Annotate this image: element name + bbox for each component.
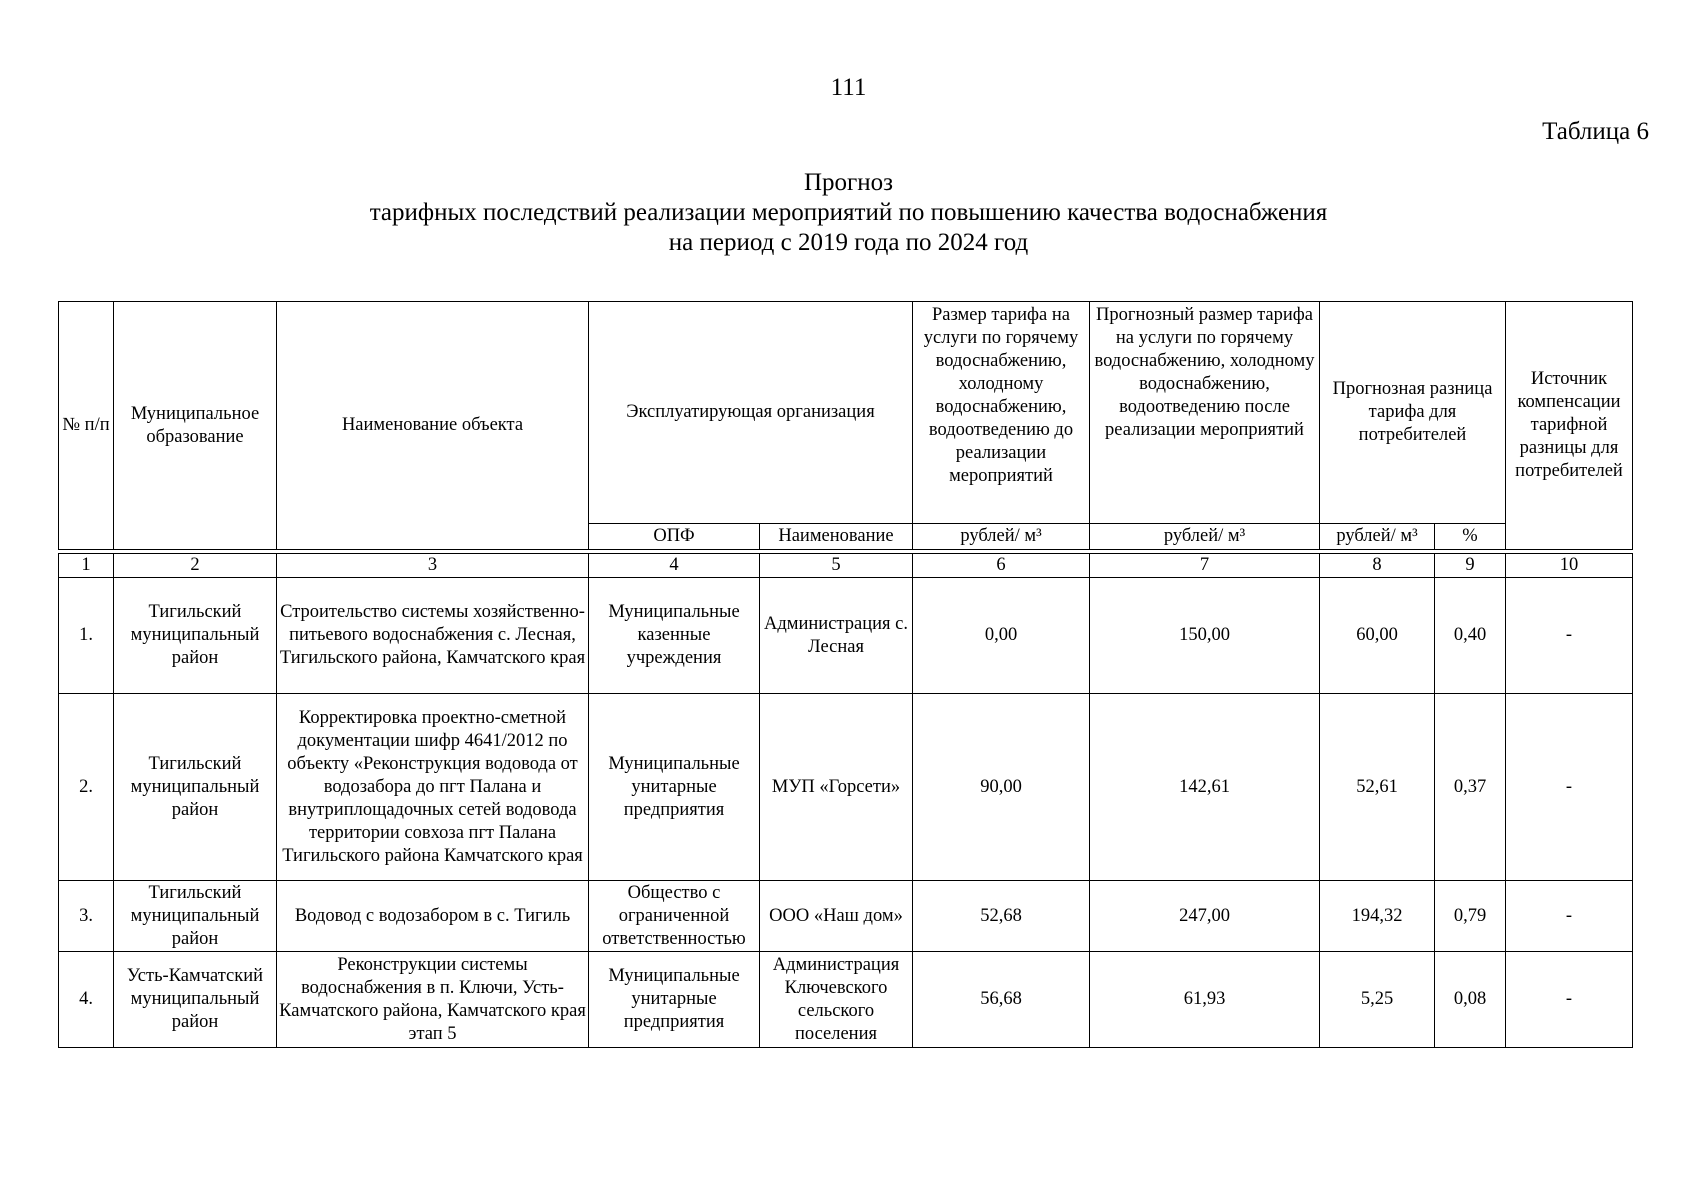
column-number: 4 bbox=[589, 554, 760, 578]
column-number: 10 bbox=[1506, 554, 1633, 578]
table-header bbox=[58, 301, 1633, 550]
cell-tariff-before: 90,00 bbox=[913, 694, 1090, 881]
cell-diff-rub: 194,32 bbox=[1320, 881, 1435, 952]
column-number: 8 bbox=[1320, 554, 1435, 578]
cell-org-name: Администрация с. Лесная bbox=[760, 578, 913, 694]
column-number: 2 bbox=[114, 554, 277, 578]
header-unit-7: рублей/ м³ bbox=[1090, 524, 1320, 550]
header-unit-8: рублей/ м³ bbox=[1320, 524, 1435, 550]
cell-number: 4. bbox=[59, 952, 114, 1048]
header-compensation-source: Источник компенсации тарифной разницы для потребителей bbox=[1506, 302, 1633, 550]
column-number: 6 bbox=[913, 554, 1090, 578]
cell-org-name: МУП «Горсети» bbox=[760, 694, 913, 881]
cell-municipality: Тигильский муниципальный район bbox=[114, 578, 277, 694]
cell-diff-pct: 0,40 bbox=[1435, 578, 1506, 694]
page-number: 111 bbox=[830, 74, 867, 101]
cell-org-name: ООО «Наш дом» bbox=[760, 881, 913, 952]
table-row bbox=[59, 881, 1633, 952]
cell-object: Корректировка проектно-сметной документации шифр 4641/2012 по объекту «Реконструкция водовода от водозабора до пгт Палана и внутриплощадочных сетей водовода территории совхоза пгт Палана Тигильского района Камчатского края bbox=[277, 694, 589, 881]
cell-object: Строительство системы хозяйственно-питьевого водоснабжения с. Лесная, Тигильского района, Камчатского края bbox=[277, 578, 589, 694]
column-number: 1 bbox=[59, 554, 114, 578]
cell-number: 2. bbox=[59, 694, 114, 881]
header-tariff-before: Размер тарифа на услуги по горячему водоснабжению, холодному водоснабжению, водоотведению до реализации мероприятий bbox=[913, 302, 1090, 524]
cell-opf: Муниципальные унитарные предприятия bbox=[589, 694, 760, 881]
header-tariff-difference: Прогнозная разница тарифа для потребителей bbox=[1320, 302, 1506, 524]
column-number: 9 bbox=[1435, 554, 1506, 578]
cell-diff-rub: 5,25 bbox=[1320, 952, 1435, 1048]
title-line-3: на период с 2019 года по 2024 год bbox=[668, 229, 1029, 256]
header-unit-9: % bbox=[1435, 524, 1506, 550]
title-line-2: тарифных последствий реализации мероприятий по повышению качества водоснабжения bbox=[369, 199, 1328, 226]
header-org-name: Наименование bbox=[760, 524, 913, 550]
cell-source: - bbox=[1506, 578, 1633, 694]
table-row bbox=[59, 694, 1633, 881]
cell-diff-pct: 0,08 bbox=[1435, 952, 1506, 1048]
cell-object: Реконструкции системы водоснабжения в п. Ключи, Усть-Камчатского района, Камчатского края этап 5 bbox=[277, 952, 589, 1048]
title-line-1: Прогноз bbox=[803, 169, 894, 196]
cell-tariff-before: 52,68 bbox=[913, 881, 1090, 952]
cell-diff-rub: 52,61 bbox=[1320, 694, 1435, 881]
column-number: 5 bbox=[760, 554, 913, 578]
header-opf: ОПФ bbox=[589, 524, 760, 550]
cell-tariff-after: 247,00 bbox=[1090, 881, 1320, 952]
header-number: № п/п bbox=[59, 302, 114, 550]
cell-number: 1. bbox=[59, 578, 114, 694]
table-row bbox=[59, 952, 1633, 1048]
table-row bbox=[59, 578, 1633, 694]
column-number: 7 bbox=[1090, 554, 1320, 578]
cell-tariff-after: 142,61 bbox=[1090, 694, 1320, 881]
cell-object: Водовод с водозабором в с. Тигиль bbox=[277, 881, 589, 952]
header-unit-6: рублей/ м³ bbox=[913, 524, 1090, 550]
table-label: Таблица 6 bbox=[1542, 118, 1649, 145]
cell-source: - bbox=[1506, 694, 1633, 881]
table-body bbox=[58, 553, 1633, 1048]
cell-municipality: Тигильский муниципальный район bbox=[114, 694, 277, 881]
cell-source: - bbox=[1506, 952, 1633, 1048]
cell-diff-rub: 60,00 bbox=[1320, 578, 1435, 694]
header-object: Наименование объекта bbox=[277, 302, 589, 550]
cell-opf: Муниципальные казенные учреждения bbox=[589, 578, 760, 694]
cell-opf: Муниципальные унитарные предприятия bbox=[589, 952, 760, 1048]
column-number-row bbox=[59, 554, 1633, 578]
cell-tariff-before: 56,68 bbox=[913, 952, 1090, 1048]
cell-opf: Общество с ограниченной ответственностью bbox=[589, 881, 760, 952]
cell-source: - bbox=[1506, 881, 1633, 952]
header-tariff-after: Прогнозный размер тарифа на услуги по горячему водоснабжению, холодному водоснабжению, водоотведению после реализации мероприятий bbox=[1090, 302, 1320, 524]
column-number: 3 bbox=[277, 554, 589, 578]
cell-tariff-after: 61,93 bbox=[1090, 952, 1320, 1048]
cell-tariff-after: 150,00 bbox=[1090, 578, 1320, 694]
cell-diff-pct: 0,79 bbox=[1435, 881, 1506, 952]
cell-org-name: Администрация Ключевского сельского поселения bbox=[760, 952, 913, 1048]
cell-tariff-before: 0,00 bbox=[913, 578, 1090, 694]
header-municipality: Муниципальное образование bbox=[114, 302, 277, 550]
cell-municipality: Тигильский муниципальный район bbox=[114, 881, 277, 952]
cell-diff-pct: 0,37 bbox=[1435, 694, 1506, 881]
cell-municipality: Усть-Камчатский муниципальный район bbox=[114, 952, 277, 1048]
document-title bbox=[0, 168, 1697, 258]
header-operating-org: Эксплуатирующая организация bbox=[589, 302, 913, 524]
cell-number: 3. bbox=[59, 881, 114, 952]
